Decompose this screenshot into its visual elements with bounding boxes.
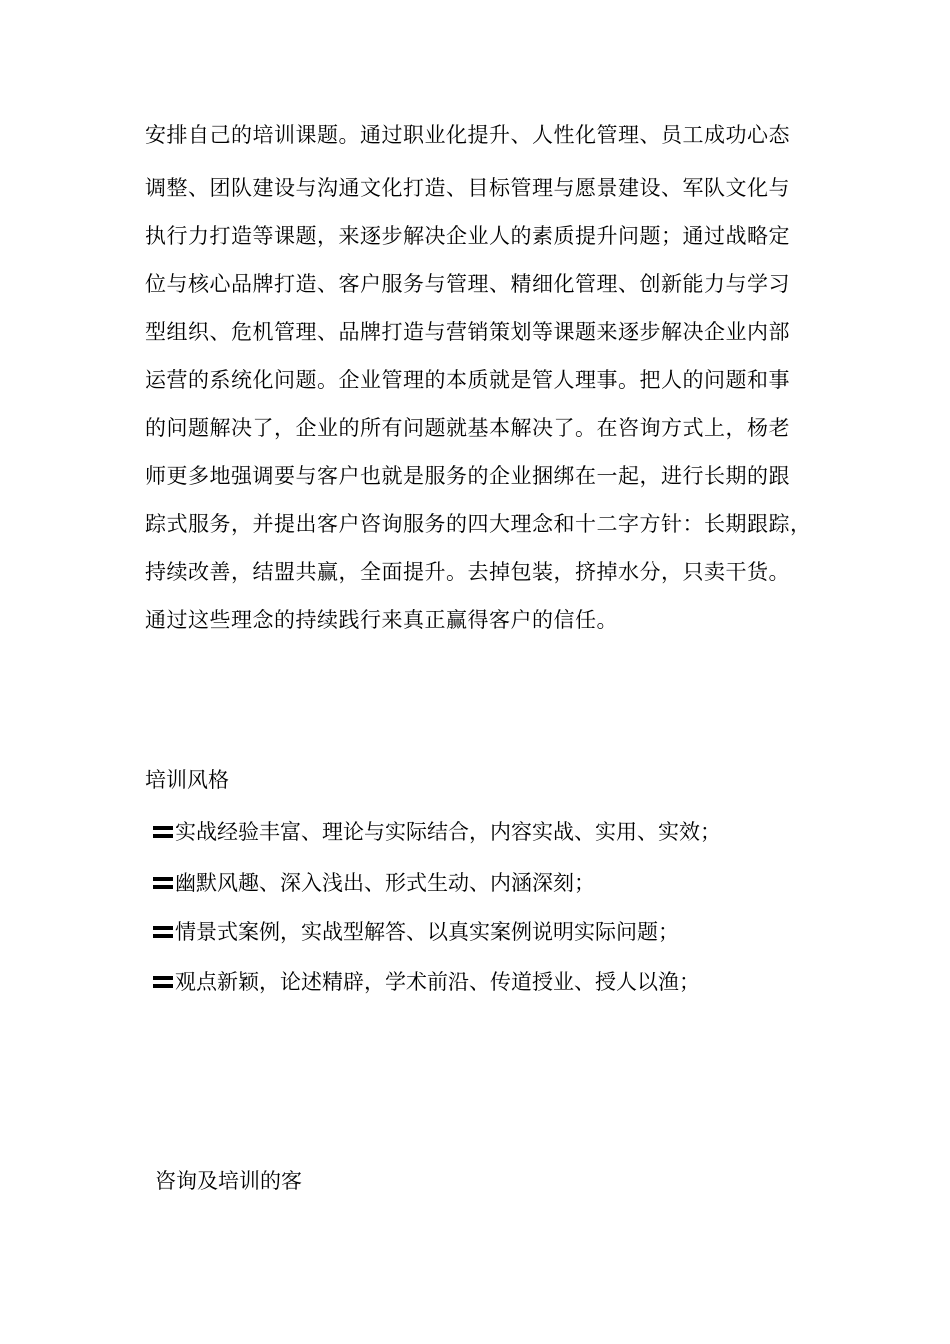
paragraph-line: 调整、团队建设与沟通文化打造、目标管理与愿景建设、军队文化与 bbox=[145, 176, 790, 200]
list-item-text: 情景式案例，实战型解答、以真实案例说明实际问题； bbox=[175, 920, 679, 944]
bullet-icon bbox=[153, 924, 173, 940]
list-item-text: 实战经验丰富、理论与实际结合，内容实战、实用、实效； bbox=[175, 820, 721, 844]
list-item-text: 幽默风趣、深入浅出、形式生动、内涵深刻； bbox=[175, 871, 595, 895]
list-item-text: 观点新颖，论述精辟，学术前沿、传道授业、授人以渔； bbox=[175, 970, 700, 994]
paragraph-line: 师更多地强调要与客户也就是服务的企业捆绑在一起，进行长期的跟 bbox=[145, 464, 790, 488]
list-item bbox=[145, 869, 595, 897]
paragraph-line: 持续改善，结盟共赢，全面提升。去掉包装，挤掉水分，只卖干货。 bbox=[145, 560, 790, 584]
paragraph-line: 安排自己的培训课题。通过职业化提升、人性化管理、员工成功心态 bbox=[145, 123, 790, 147]
paragraph-line: 执行力打造等课题，来逐步解决企业人的素质提升问题；通过战略定 bbox=[145, 224, 790, 248]
training-style-heading: 培训风格 bbox=[145, 768, 229, 792]
bullet-icon bbox=[153, 875, 173, 891]
paragraph-line: 运营的系统化问题。企业管理的本质就是管人理事。把人的问题和事 bbox=[145, 368, 790, 392]
bullet-icon bbox=[153, 974, 173, 990]
list-item bbox=[145, 818, 721, 846]
list-item bbox=[145, 968, 700, 996]
clients-heading: 咨询及培训的客 bbox=[155, 1169, 302, 1193]
paragraph-line: 的问题解决了，企业的所有问题就基本解决了。在咨询方式上，杨老 bbox=[145, 416, 790, 440]
paragraph-line: 通过这些理念的持续践行来真正赢得客户的信任。 bbox=[145, 608, 618, 632]
bullet-icon bbox=[153, 824, 173, 840]
list-item bbox=[145, 918, 679, 946]
paragraph-line: 踪式服务，并提出客户咨询服务的四大理念和十二字方针：长期跟踪， bbox=[145, 512, 812, 536]
paragraph-line: 型组织、危机管理、品牌打造与营销策划等课题来逐步解决企业内部 bbox=[145, 320, 790, 344]
paragraph-line: 位与核心品牌打造、客户服务与管理、精细化管理、创新能力与学习 bbox=[145, 272, 790, 296]
